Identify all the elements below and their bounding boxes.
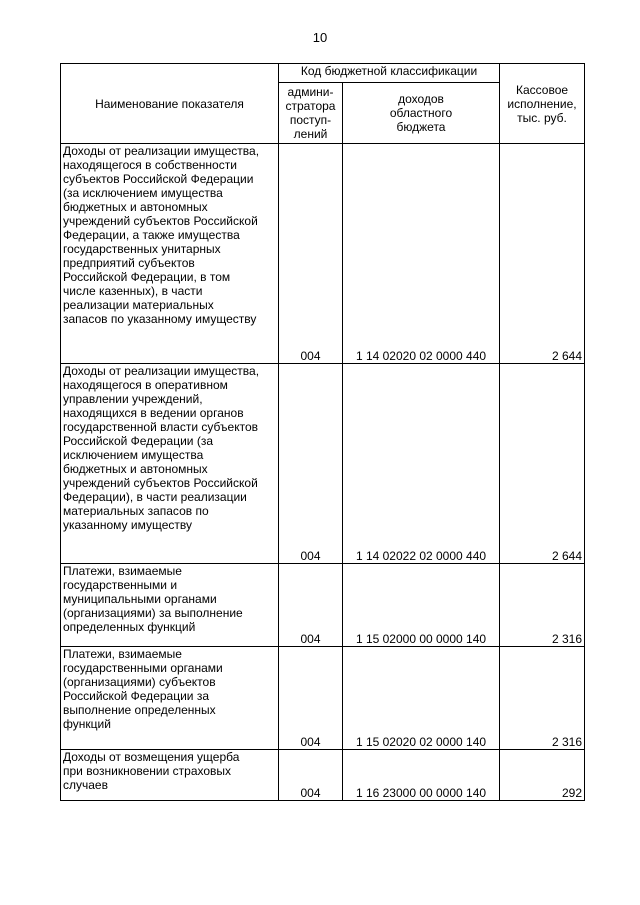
header-admin-line: поступ- [289,113,332,127]
indicator-name-line: государственной власти субъектов [63,420,258,434]
administrator-code: 004 [279,564,343,647]
header-income-line: доходов [398,92,444,106]
header-cash-line: тыс. руб. [517,110,567,125]
cash-execution-amount: 2 316 [500,564,585,647]
indicator-name-line: государственными и [63,578,178,592]
income-classification-code: 1 14 02020 02 0000 440 [343,144,500,364]
indicator-name [61,364,279,564]
indicator-name-line: бюджетных и автономных [63,200,208,214]
indicator-name-line: Российской Федерации, в том [63,270,231,284]
indicator-name-line: Доходы от реализации имущества, [63,144,260,158]
indicator-name [61,144,279,364]
header-income-line: бюджета [396,120,446,134]
header-cash-line: исполнение, [507,96,577,111]
indicator-name-line: находящегося в собственности [63,158,237,172]
table-body [61,144,585,801]
indicator-name-line: находящихся в ведении органов [63,406,244,420]
cash-execution-amount: 2 316 [500,647,585,750]
indicator-name-line: Платежи, взимаемые [63,564,182,578]
administrator-code: 004 [279,144,343,364]
header-income-line: областного [389,106,453,120]
table-row [61,364,585,564]
indicator-name-line: при возникновении страховых [63,764,232,778]
indicator-name-line: государственных унитарных [63,242,221,256]
indicator-name-line: Доходы от возмещения ущерба [63,750,240,764]
indicator-name-line: числе казенных), в части [63,284,203,298]
indicator-name-line: случаев [63,778,108,792]
indicator-name-line: Доходы от реализации имущества, [63,364,260,378]
table-row [61,750,585,801]
header-administrator [279,83,343,144]
indicator-name-line: определенных функций [63,620,196,634]
header-regional-income [343,83,500,144]
administrator-code: 004 [279,364,343,564]
indicator-name-line: государственными органами [63,661,223,675]
indicator-name-line: исключением имущества [63,448,204,462]
indicator-name-line: реализации материальных [63,298,214,312]
indicator-name-line: находящегося в оперативном [63,378,228,392]
indicator-name-line: материальных запасов по [63,504,209,518]
indicator-name [61,564,279,647]
indicator-name-line: Федерации, а также имущества [63,228,240,242]
header-admin-line: админи- [287,85,334,99]
indicator-name-line: муниципальными органами [63,592,217,606]
cash-execution-amount: 2 644 [500,144,585,364]
indicator-name-line: управлении учреждений, [63,392,203,406]
administrator-code: 004 [279,750,343,801]
income-classification-code: 1 15 02020 02 0000 140 [343,647,500,750]
cash-execution-amount: 2 644 [500,364,585,564]
indicator-name-line: учреждений субъектов Российской [63,214,258,228]
indicator-name [61,750,279,801]
income-classification-code: 1 16 23000 00 0000 140 [343,750,500,801]
indicator-name-line: Федерации), в части реализации [63,490,247,504]
indicator-name [61,647,279,750]
header-admin-line: стратора [285,99,336,113]
indicator-name-line: (за исключением имущества [63,186,223,200]
indicator-name-line: Платежи, взимаемые [63,647,182,661]
page-number: 10 [312,30,328,45]
indicator-name-line: (организациями) субъектов [63,675,216,689]
header-code-group: Код бюджетной классификации [279,64,500,83]
indicator-name-line: бюджетных и автономных [63,462,208,476]
table-row [61,647,585,750]
indicator-name-line: предприятий субъектов [63,256,195,270]
income-classification-code: 1 14 02022 02 0000 440 [343,364,500,564]
indicator-name-line: учреждений субъектов Российской [63,476,258,490]
indicator-name-line: выполнение определенных [63,703,216,717]
indicator-name-line: Российской Федерации (за [63,434,213,448]
indicator-name-line: указанному имуществу [63,518,192,532]
administrator-code: 004 [279,647,343,750]
header-cash-execution [500,64,585,144]
indicator-name-line: Российской Федерации за [63,689,209,703]
budget-table [60,63,585,801]
header-admin-line: лений [293,127,328,141]
header-cash-line: Кассовое [515,82,569,97]
income-classification-code: 1 15 02000 00 0000 140 [343,564,500,647]
header-name: Наименование показателя [61,64,279,144]
indicator-name-line: субъектов Российской Федерации [63,172,254,186]
table-row [61,564,585,647]
indicator-name-line: запасов по указанному имуществу [63,312,257,326]
indicator-name-line: функций [63,717,111,731]
table-row [61,144,585,364]
cash-execution-amount: 292 [500,750,585,801]
indicator-name-line: (организациями) за выполнение [63,606,243,620]
